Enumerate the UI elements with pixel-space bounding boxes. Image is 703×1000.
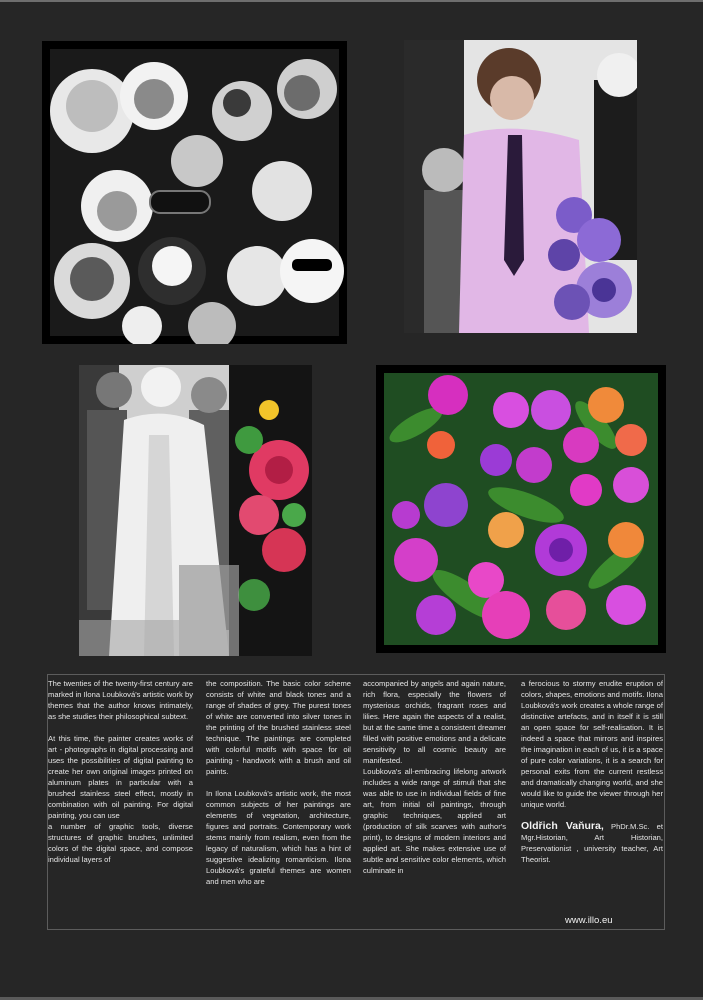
collage-portraits-image [42, 41, 347, 344]
website-link[interactable]: www.illo.eu [565, 915, 613, 926]
author-name: Oldřich Vaňura, [521, 820, 604, 832]
article-text-box [47, 674, 665, 930]
paragraph: the composition. The basic color scheme consists of white and black tones and a range of shades of grey. The purest tones of white are converted into silver tones in the printing of the brushed stainless steel technique. The paintings are completed with colorful motifs with space for oil painting - handwork with a brush and oil paints. [206, 679, 351, 776]
flower-field-image [376, 365, 666, 653]
paragraph: In Ilona Loubková's artistic work, the most common subjects of her paintings are elements of vegetation, architecture, figures and portraits. Contemporary work stems mainly from realism, even from the legacy of naturalism, which has a hint of suggestive idealizing romanticism. Ilona Loubková's grateful themes are women and men who are [206, 789, 351, 886]
man-pink-shirt-image [404, 40, 637, 333]
author-titles: PhDr.M.Sc. et Mgr.Historian, Art Historian, Preservationist , university teacher, Art Theorist. [521, 822, 664, 864]
text-column-3 [363, 678, 506, 876]
paragraph: Loubkova's all-embracing lifelong artwork includes a wide range of stimuli that she was able to use in individual fields of fine art, from initial oil paintings, through graphic techniques, applied art (production of silk scarves with author's print), to designs of modern interiors and applied art. She makes extensive use of subtle and sensitive color elements, which culminate in [363, 767, 506, 875]
paragraph: a ferocious to stormy erudite eruption of colors, shapes, emotions and motifs. Ilona Loubková's work creates a whole range of distinctive artefacts, and in itself it is still an open space for self-realisation. It is indeed a space that mirrors and inspires the imagination in each of us, it is a space of pure color variations, it is a search for personal exits from the current restless and dramatically changing world, and she would like to guide the viewer through her unique world. [521, 679, 663, 809]
artwork-man-pink-shirt [404, 40, 637, 333]
author-credit [521, 821, 663, 865]
artwork-flower-field [376, 365, 666, 653]
woman-coat-peonies-image [79, 365, 312, 656]
paragraph: a number of graphic tools, diverse structures of graphic brushes, unlimited colors of the digital space, and compose individual layers of [48, 822, 193, 864]
artwork-collage-portraits [42, 41, 347, 344]
top-border [0, 0, 703, 2]
paragraph: The twenties of the twenty-first century are marked in Ilona Loubková's artistic work by themes that the author knows intimately, as she studies their philosophical subtext. [48, 679, 193, 721]
paragraph: accompanied by angels and again nature, rich flora, especially the flowers of mysterious orchids, fragrant roses and lilies. Here again the aspects of a realist, but at the same time a consistent dreamer filled with positive emotions and a delicate sensitivity to all cosmic beauty are manifested. [363, 679, 506, 765]
artwork-woman-coat-peonies [79, 365, 312, 656]
text-column-1 [48, 678, 193, 865]
paragraph: At this time, the painter creates works of art - photographs in digital processing and uses the possibilities of digital painting to create her own original images printed on aluminum plates in particular with a brushed stainless steel effect, mostly in combination with oil painting. For digital painting, you can use [48, 734, 193, 820]
text-column-2 [206, 678, 351, 887]
text-column-4 [521, 678, 663, 865]
